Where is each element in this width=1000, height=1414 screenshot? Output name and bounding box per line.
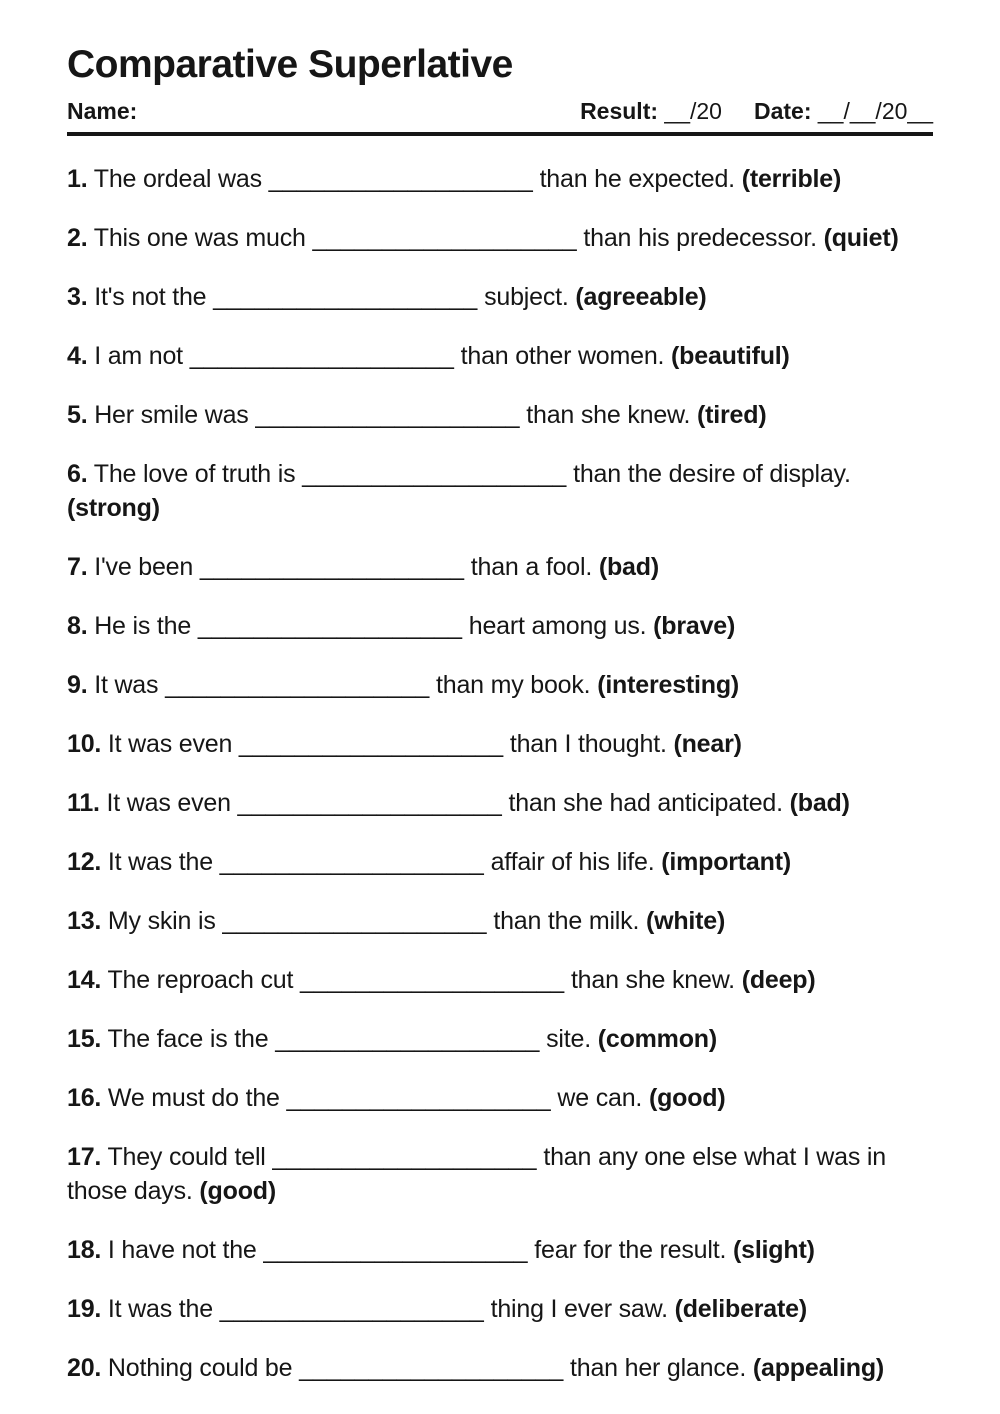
question-number: 13.: [67, 907, 102, 935]
question-pre-text: Her smile was: [94, 401, 249, 429]
result-blank[interactable]: __/20: [664, 98, 722, 124]
answer-hint: (brave): [653, 612, 736, 640]
answer-hint: (strong): [67, 494, 160, 522]
question-item: [67, 398, 933, 432]
answer-hint: (good): [648, 1084, 726, 1112]
date-blank[interactable]: __/__/20__: [817, 98, 933, 124]
answer-blank[interactable]: ___________________: [299, 1354, 564, 1382]
question-post-text: than a fool.: [470, 553, 593, 581]
question-post-text: thing I ever saw.: [490, 1295, 668, 1323]
question-item: [67, 1081, 933, 1115]
questions-list: [67, 162, 933, 1385]
header-meta-row: [67, 97, 933, 125]
answer-blank[interactable]: ___________________: [312, 224, 577, 252]
question-post-text: than she knew.: [526, 401, 691, 429]
question-post-text: than she had anticipated.: [508, 789, 783, 817]
answer-hint: (important): [661, 848, 791, 876]
question-item: [67, 904, 933, 938]
answer-blank[interactable]: ___________________: [302, 460, 567, 488]
question-pre-text: He is the: [94, 612, 192, 640]
question-number: 1.: [67, 165, 88, 193]
answer-blank[interactable]: ___________________: [286, 1084, 551, 1112]
question-pre-text: The face is the: [107, 1025, 269, 1053]
question-number: 10.: [67, 730, 102, 758]
answer-blank[interactable]: ___________________: [219, 848, 484, 876]
answer-hint: (interesting): [597, 671, 740, 699]
question-pre-text: This one was much: [93, 224, 306, 252]
question-post-text: than other women.: [460, 342, 665, 370]
answer-hint: (good): [199, 1177, 276, 1205]
question-pre-text: The ordeal was: [93, 165, 262, 193]
question-pre-text: I have not the: [107, 1236, 257, 1264]
answer-hint: (deliberate): [674, 1295, 807, 1323]
answer-hint: (slight): [732, 1236, 815, 1264]
question-number: 5.: [67, 401, 88, 429]
question-pre-text: It was even: [106, 789, 231, 817]
question-post-text: site.: [546, 1025, 591, 1053]
answer-hint: (white): [645, 907, 726, 935]
question-number: 9.: [67, 671, 88, 699]
question-number: 6.: [67, 460, 88, 488]
question-post-text: we can.: [557, 1084, 643, 1112]
question-item: [67, 668, 933, 702]
question-pre-text: Nothing could be: [107, 1354, 293, 1382]
question-post-text: than he expected.: [539, 165, 735, 193]
answer-hint: (bad): [598, 553, 659, 581]
answer-blank[interactable]: ___________________: [238, 730, 504, 758]
answer-hint: (beautiful): [671, 342, 790, 370]
question-post-text: than she knew.: [570, 966, 735, 994]
question-post-text: fear for the result.: [534, 1236, 727, 1264]
answer-hint: (bad): [789, 789, 850, 817]
question-item: [67, 221, 933, 255]
answer-blank[interactable]: ___________________: [213, 283, 478, 311]
answer-blank[interactable]: ___________________: [275, 1025, 540, 1053]
question-pre-text: They could tell: [107, 1143, 266, 1171]
header-meta-right: [580, 97, 933, 125]
question-pre-text: We must do the: [107, 1084, 280, 1112]
answer-blank[interactable]: ___________________: [222, 907, 487, 935]
question-number: 20.: [67, 1354, 102, 1382]
answer-blank[interactable]: ___________________: [189, 342, 454, 370]
question-item: [67, 845, 933, 879]
question-post-text: than the milk.: [493, 907, 640, 935]
question-number: 12.: [67, 848, 102, 876]
answer-hint: (agreeable): [575, 283, 707, 311]
question-item: [67, 162, 933, 196]
result-label: Result:: [580, 98, 659, 124]
answer-hint: (deep): [741, 966, 816, 994]
answer-hint: (appealing): [752, 1354, 885, 1382]
question-number: 11.: [67, 789, 100, 817]
question-number: 15.: [67, 1025, 102, 1053]
question-item: [67, 550, 933, 584]
question-pre-text: The love of truth is: [93, 460, 296, 488]
answer-blank[interactable]: ___________________: [300, 966, 565, 994]
question-pre-text: It was even: [107, 730, 233, 758]
question-post-text: than the desire of display.: [573, 460, 851, 488]
question-item: [67, 609, 933, 643]
question-post-text: heart among us.: [468, 612, 647, 640]
question-pre-text: I am not: [94, 342, 183, 370]
answer-hint: (near): [673, 730, 742, 758]
question-post-text: subject.: [484, 283, 569, 311]
question-number: 17.: [67, 1143, 102, 1171]
question-item: [67, 786, 933, 820]
question-item: [67, 727, 933, 761]
question-item: [67, 1292, 933, 1326]
answer-blank[interactable]: ___________________: [197, 612, 462, 640]
question-number: 8.: [67, 612, 88, 640]
question-number: 7.: [67, 553, 88, 581]
question-post-text: than his predecessor.: [583, 224, 817, 252]
answer-hint: (terrible): [741, 165, 842, 193]
question-item: [67, 963, 933, 997]
question-pre-text: It was the: [107, 1295, 213, 1323]
question-pre-text: It was: [94, 671, 159, 699]
question-pre-text: I've been: [94, 553, 194, 581]
question-pre-text: My skin is: [107, 907, 216, 935]
question-item: [67, 339, 933, 373]
answer-blank[interactable]: ___________________: [237, 789, 502, 817]
question-line2-text: those days.: [67, 1177, 193, 1205]
question-pre-text: It's not the: [94, 283, 207, 311]
answer-hint: (common): [597, 1025, 717, 1053]
question-post-text: than I thought.: [509, 730, 667, 758]
answer-blank[interactable]: ___________________: [199, 553, 465, 581]
question-post-text: than any one else what I was in: [543, 1143, 886, 1171]
result-field: [580, 97, 722, 125]
question-pre-text: The reproach cut: [107, 966, 294, 994]
answer-blank[interactable]: ___________________: [255, 401, 520, 429]
date-field: [754, 97, 933, 125]
question-number: 16.: [67, 1084, 102, 1112]
question-post-text: than her glance.: [570, 1354, 747, 1382]
answer-blank[interactable]: ___________________: [272, 1143, 537, 1171]
question-item: [67, 280, 933, 314]
page-title: Comparative Superlative: [67, 43, 513, 86]
question-post-text: than my book.: [436, 671, 591, 699]
header-divider: [67, 132, 933, 136]
question-item: [67, 1140, 933, 1208]
answer-blank[interactable]: ___________________: [165, 671, 430, 699]
question-pre-text: It was the: [107, 848, 213, 876]
answer-blank[interactable]: ___________________: [219, 1295, 484, 1323]
question-item: [67, 1351, 933, 1385]
answer-hint: (quiet): [823, 224, 899, 252]
question-number: 4.: [67, 342, 88, 370]
date-label: Date:: [753, 98, 812, 124]
question-item: [67, 1022, 933, 1056]
question-number: 3.: [67, 283, 88, 311]
question-item: [67, 1233, 933, 1267]
question-item: [67, 457, 933, 525]
name-label: Name:: [67, 98, 138, 124]
answer-hint: (tired): [697, 401, 767, 429]
question-number: 2.: [67, 224, 88, 252]
question-number: 18.: [67, 1236, 102, 1264]
question-number: 19.: [67, 1295, 102, 1323]
answer-blank[interactable]: ___________________: [268, 165, 533, 193]
question-post-text: affair of his life.: [490, 848, 655, 876]
question-number: 14.: [67, 966, 102, 994]
answer-blank[interactable]: ___________________: [263, 1236, 528, 1264]
